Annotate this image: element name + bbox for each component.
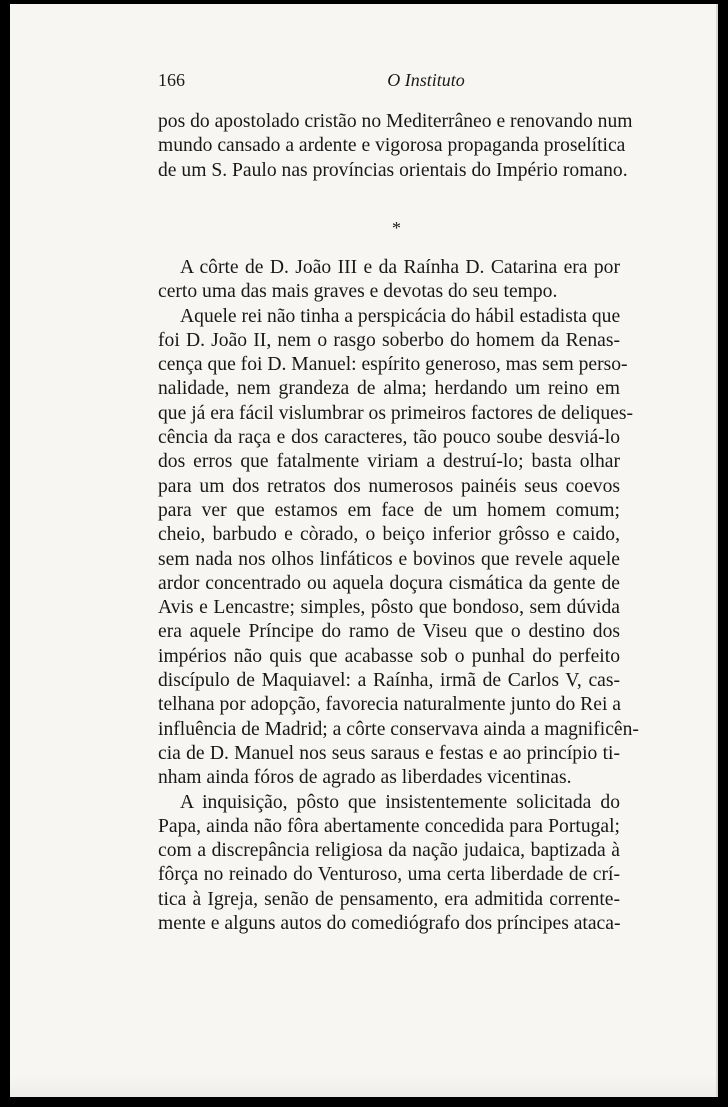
text-line: que já era fácil vislumbrar os primeiros factores de deliques- — [158, 402, 633, 424]
text-line: mente e alguns autos do comediógrafo dos príncipes ataca- — [158, 913, 621, 935]
page-header — [158, 70, 634, 94]
text-line: de um S. Paulo nas províncias orientais do Império romano. — [158, 159, 628, 181]
text-line: foi D. João II, nem o rasgo soberbo do homem da Renas- — [158, 329, 620, 351]
text-line: cheio, barbudo e còrado, o beiço inferior grôsso e caido, — [158, 524, 620, 546]
text-line: tica à Igreja, senão de pensamento, era admitida corrente- — [158, 888, 620, 910]
text-line: ardor concentrado ou aquela doçura cismática da gente de — [158, 572, 620, 594]
text-line: era aquele Príncipe do ramo de Viseu que o destino dos — [158, 621, 620, 643]
section-separator: * — [392, 218, 401, 238]
text-line: com a discrepância religiosa da nação judaica, baptizada à — [158, 840, 620, 862]
text-line: A côrte de D. João III e da Raínha D. Catarina era por — [180, 257, 620, 278]
text-line: telhana por adopção, favorecia naturalmente junto do Rei a — [158, 694, 621, 716]
text-line: Aquele rei não tinha a perspicácia do hábil estadista que — [180, 305, 621, 327]
text-line: cença que foi D. Manuel: espírito generoso, mas sem perso- — [158, 354, 628, 376]
text-line: pos do apostolado cristão no Mediterrâneo e renovando num — [158, 111, 633, 132]
book-page — [10, 4, 718, 1097]
page-number: 166 — [158, 70, 185, 90]
text-line: sem nada nos olhos linfáticos e bovinos que revele aquele — [158, 548, 620, 570]
paragraph-4 — [158, 791, 620, 937]
text-block-top — [158, 110, 633, 183]
text-line: para ver que estamos em face de um homem comum; — [158, 499, 620, 521]
text-line: impérios não quis que acabasse sob o punhal do perfeito — [158, 645, 620, 667]
text-line: para um dos retratos dos numerosos painéis seus coevos — [158, 475, 620, 497]
text-block-main — [158, 256, 639, 936]
paragraph-3 — [158, 305, 639, 791]
text-line: Papa, ainda não fôra abertamente concedida para Portugal; — [158, 815, 620, 837]
running-title: O Instituto — [387, 70, 465, 90]
text-line: dos erros que fatalmente viriam a destruí-lo; basta olhar — [158, 451, 620, 473]
text-line: nham ainda fóros de agrado as liberdades vicentinas. — [158, 767, 572, 789]
text-line: certo uma das mais graves e devotas do seu tempo. — [158, 281, 558, 303]
paragraph-2 — [158, 256, 620, 305]
text-line: fôrça no reinado do Venturoso, uma certa liberdade de crí- — [158, 864, 620, 886]
text-line: nalidade, nem grandeza de alma; herdando um reino em — [158, 378, 620, 400]
text-line: cência da raça e dos caracteres, tão pouco soube desviá-lo — [158, 427, 620, 449]
paragraph-1 — [158, 110, 633, 183]
text-line: cia de D. Manuel nos seus saraus e festas e ao princípio ti- — [158, 742, 620, 764]
text-line: Avis e Lencastre; simples, pôsto que bondoso, sem dúvida — [158, 597, 620, 619]
text-line: A inquisição, pôsto que insistentemente solicitada do — [180, 791, 620, 813]
text-line: influência de Madrid; a côrte conservava ainda a magnificên- — [158, 718, 639, 740]
text-line: mundo cansado a ardente e vigorosa propaganda proselítica — [158, 135, 626, 157]
text-line: discípulo de Maquiavel: a Raínha, irmã de Carlos V, cas- — [158, 670, 620, 692]
